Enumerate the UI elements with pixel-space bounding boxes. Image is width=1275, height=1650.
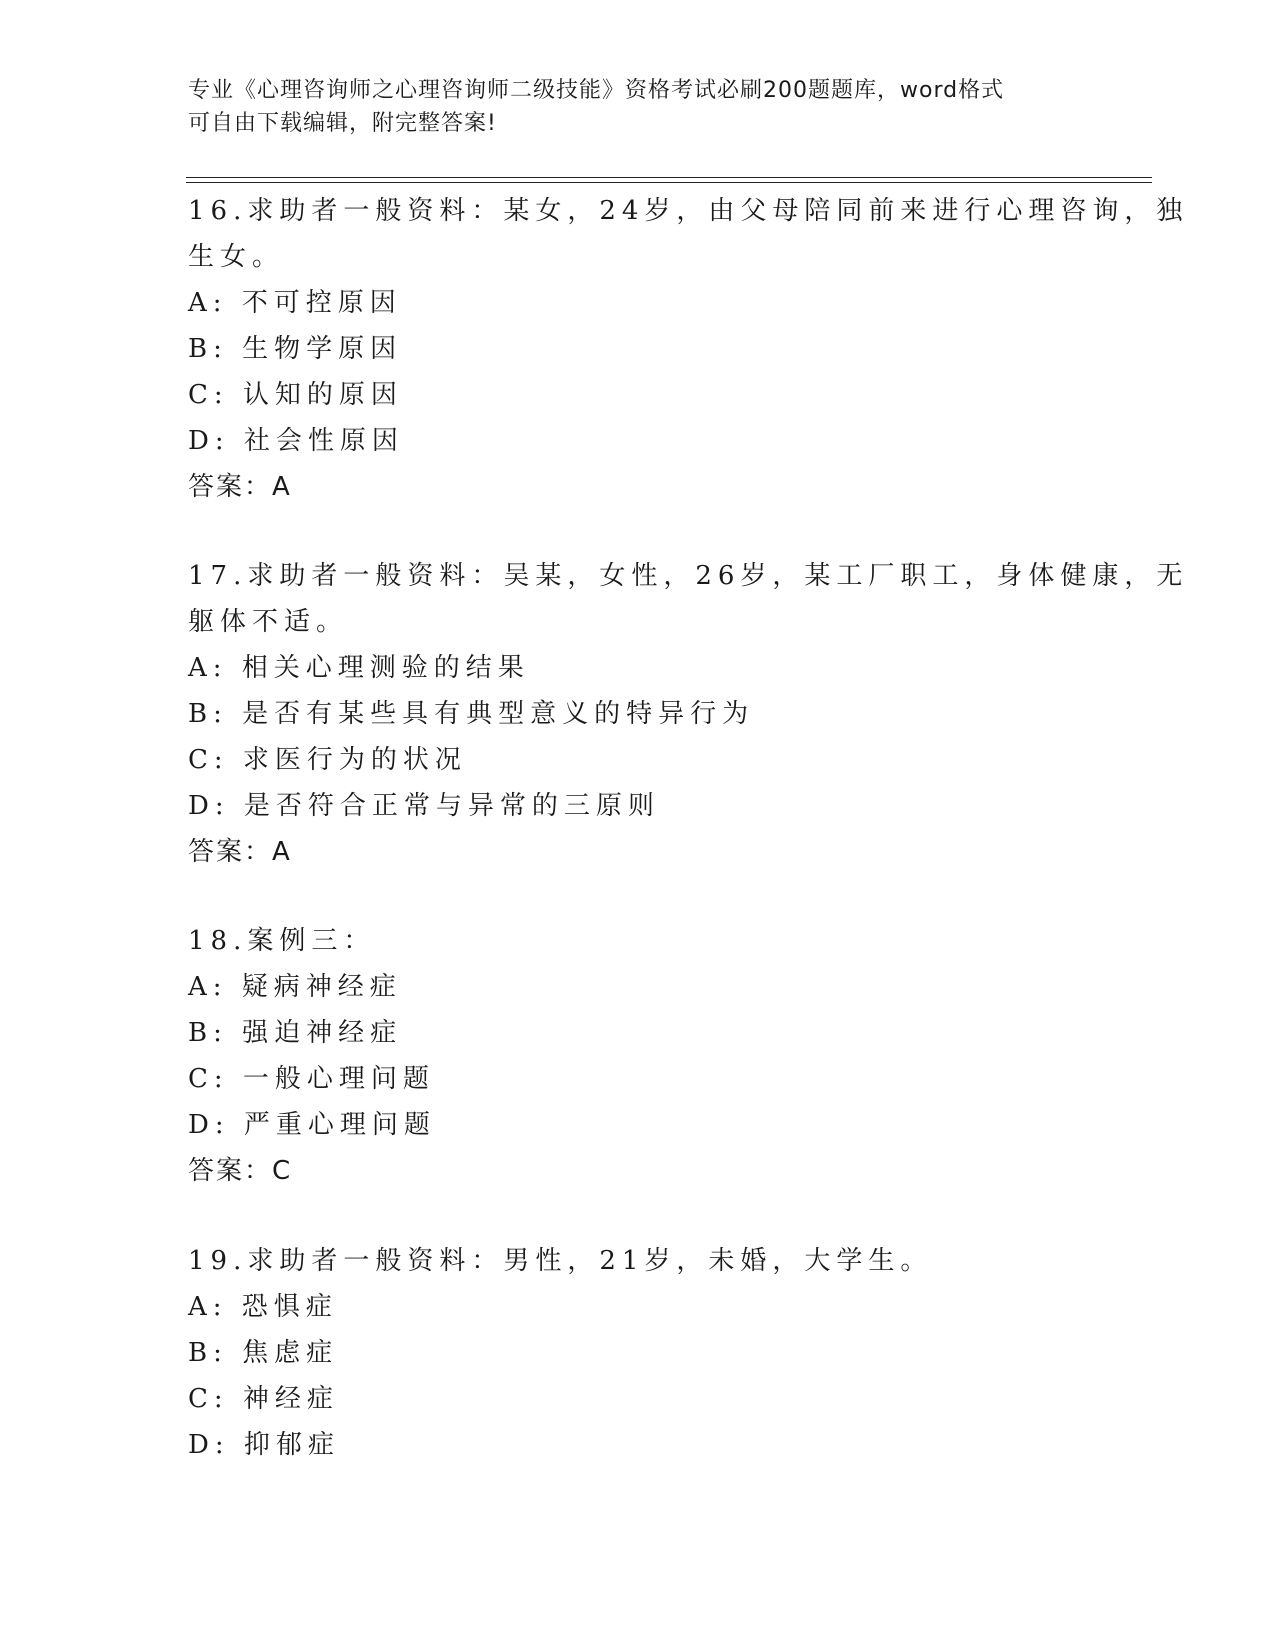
option-c: C: 神经症 <box>188 1384 339 1414</box>
header-line-2: 可自由下载编辑，附完整答案! <box>188 111 497 136</box>
question-16 <box>188 188 1189 510</box>
question-17 <box>188 553 1189 875</box>
option-d: D: 抑郁症 <box>188 1430 340 1460</box>
option-c: C: 一般心理问题 <box>188 1064 435 1094</box>
header-divider-bottom <box>186 182 1152 183</box>
question-title-continued: 躯体不适。 <box>188 607 349 637</box>
question-title: 17.求助者一般资料：吴某，女性，26岁，某工厂职工，身体健康，无 <box>188 561 1189 591</box>
question-19 <box>188 1238 1088 1468</box>
document-header <box>188 74 1088 140</box>
option-a: A: 不可控原因 <box>188 288 402 318</box>
question-title: 19.求助者一般资料：男性，21岁，未婚，大学生。 <box>188 1246 933 1276</box>
option-d: D: 严重心理问题 <box>188 1110 436 1140</box>
option-d: D: 社会性原因 <box>188 426 404 456</box>
option-c: C: 认知的原因 <box>188 380 403 410</box>
option-b: B: 是否有某些具有典型意义的特异行为 <box>188 699 755 729</box>
option-c: C: 求医行为的状况 <box>188 745 467 775</box>
answer-label: 答案：A <box>188 472 292 502</box>
header-line-1: 专业《心理咨询师之心理咨询师二级技能》资格考试必刷200题题库，word格式 <box>188 78 1005 103</box>
option-d: D: 是否符合正常与异常的三原则 <box>188 791 660 821</box>
option-a: A: 疑病神经症 <box>188 972 402 1002</box>
question-title-continued: 生女。 <box>188 242 285 272</box>
answer-label: 答案：C <box>188 1156 293 1186</box>
option-b: B: 强迫神经症 <box>188 1018 403 1048</box>
option-a: A: 相关心理测验的结果 <box>188 653 530 683</box>
option-a: A: 恐惧症 <box>188 1292 338 1322</box>
answer-label: 答案：A <box>188 837 292 867</box>
option-b: B: 生物学原因 <box>188 334 403 364</box>
question-18 <box>188 918 1088 1194</box>
header-divider-top <box>186 177 1152 178</box>
question-title: 16.求助者一般资料：某女，24岁，由父母陪同前来进行心理咨询，独 <box>188 196 1189 226</box>
question-title: 18.案例三： <box>188 926 376 956</box>
option-b: B: 焦虑症 <box>188 1338 339 1368</box>
